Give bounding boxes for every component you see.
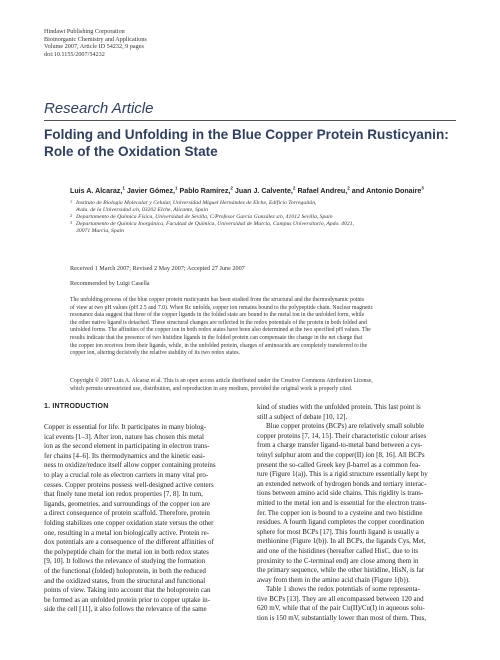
- body-line: fer chains [4–6]. Its thermodynamics and the kinetic easi-: [44, 451, 206, 460]
- body-line: the polypeptide chain for the metal ion in both redox states: [44, 547, 209, 556]
- abstract-line: the other native ligand is detached. These structural changes are reflected in the redox potentials of the protein in both folded and: [70, 319, 367, 326]
- title-divider: [44, 120, 456, 121]
- body-line: folding stabilizes one copper oxidation state versus the other: [44, 518, 214, 527]
- affiliation-line: Departamento de Química Inorgánica, Facultad de Química, Universidad de Murcia, Campus Universitario, Apdo. 4021,: [76, 221, 354, 228]
- body-line: present the so-called Greek key β-barrel as a common fea-: [257, 460, 421, 469]
- affiliation-line: 30071 Murcia, Spain: [76, 228, 124, 235]
- affiliations: [70, 200, 470, 235]
- affiliation: [70, 200, 470, 214]
- body-line: proximity to the C-terminal end) are close among them in: [257, 556, 419, 565]
- paragraph: [257, 585, 457, 623]
- author: [70, 187, 125, 195]
- body-line: ness to oxidize/reduce itself allow copper containing proteins: [44, 461, 216, 470]
- author-affil-marker: 2: [292, 186, 296, 191]
- body-line: fer. The copper ion is bound to a cysteine and two histidine: [257, 508, 423, 517]
- title-line: Role of the Oxidation State: [44, 144, 218, 159]
- body-line: an extended network of hydrogen bonds and tertiary interac-: [257, 479, 427, 488]
- body-line: kind of studies with the unfolded protein. This last point is: [257, 403, 421, 411]
- body-line: cesses. Copper proteins possess well-designed active centers: [44, 480, 214, 489]
- author-name: Luis A. Alcaraz,: [70, 187, 123, 196]
- section-heading-introduction: 1. INTRODUCTION: [44, 403, 109, 410]
- body-line: side the cell [11], it also follows the relevance of the same: [44, 605, 207, 614]
- body-line: [9, 10]. It follows the relevance of studying the formation: [44, 557, 206, 566]
- affiliation-line: Avda. de la Universidad s/n, 03202 Elche, Alicante, Spain: [76, 206, 208, 213]
- body-line: to play a crucial role as electron carriers in many vital pro-: [44, 470, 209, 479]
- body-line: tion is 150 mV, substantially lower than most of them. Thus,: [257, 614, 427, 623]
- affiliation: [70, 214, 470, 221]
- author-name: Pablo Ramírez,: [179, 187, 231, 196]
- author-name: and Antonio Donaire: [351, 187, 422, 196]
- body-line: teinyl sulphur atom and the copper(II) ion [8, 16]. All BCPs: [257, 450, 425, 459]
- affiliation-line: Instituto de Biología Molecular y Celular, Universidad Miguel Hernández de Elche, Edificio Torregaitán,: [76, 200, 317, 206]
- body-line: one, resulting in a metal ion biologically active. Protein re-: [44, 528, 210, 537]
- body-line: Copper is essential for life. It participates in many biolog-: [44, 423, 207, 431]
- author-name: Rafael Andreu,: [297, 187, 348, 196]
- author-affil-marker: 2: [347, 186, 350, 191]
- journal-header-line: doi:10.1155/2007/54232: [44, 50, 105, 58]
- abstract-line: the copper ion receives from their ligands, while, in the unfolded protein, charges of aminoacids are completely transferred to the: [70, 342, 368, 349]
- body-line: points of view. Taking into account that the holoprotein can: [44, 586, 211, 595]
- abstract-line: resonance data suggest that three of the copper ligands in the folded state are bound to the metal ion in the unfolded form, while: [70, 312, 365, 319]
- body-line: a direct consequence of protein scaffold. Therefore, protein: [44, 509, 210, 518]
- author-affil-marker: 1: [174, 186, 178, 191]
- author-affil-marker: 3: [421, 186, 424, 191]
- author-affil-marker: 2: [230, 186, 233, 191]
- body-column-right: [257, 403, 457, 624]
- body-line: Table 1 shows the redox potentials of some representa-: [266, 585, 420, 594]
- affiliation: [70, 221, 470, 235]
- journal-header-line: Hindawi Publishing Corporation: [44, 28, 125, 35]
- affiliation-line: Departamento de Química Física, Universidad de Sevilla, C/Profesor García González s/n, 41012 Sevilla, Spain: [76, 214, 333, 221]
- body-line: ligands, geometries, and surroundings of the copper ion are: [44, 499, 211, 508]
- body-line: still a subject of debate [10, 12].: [257, 412, 348, 421]
- copyright-notice: [70, 378, 470, 393]
- paragraph: [257, 403, 457, 422]
- body-line: and the oxidized states, from the structural and functional: [44, 576, 206, 585]
- abstract-line: copper ion, altering decisively the relative stability of its two redox states.: [70, 350, 241, 357]
- article-type: Research Article: [44, 100, 154, 117]
- body-line: residues. A fourth ligand completes the copper coordination: [257, 518, 425, 527]
- journal-header: [44, 28, 147, 58]
- affiliation-marker: 1: [70, 199, 73, 204]
- abstract-line: of view at two pH values (pH 2.5 and 7.0). When Rc unfolds, copper ion remains bound to the polypeptide chain. Nuclear magnetic: [70, 304, 374, 311]
- body-line: Blue copper proteins (BCPs) are relatively small soluble: [266, 422, 425, 431]
- body-line: copper proteins [7, 14, 15]. Their characteristic colour arises: [257, 431, 427, 440]
- author-affil-marker: 1: [122, 186, 125, 191]
- journal-header-line: Volume 2007, Article ID 54232, 9 pages: [44, 43, 144, 51]
- author-list: [70, 186, 424, 195]
- body-line: tive BCPs [13]. They are all encompassed between 120 and: [257, 594, 424, 603]
- recommended-by: Recommended by Luigi Casella: [70, 280, 150, 287]
- affiliation-marker: 3: [70, 220, 73, 226]
- author: [235, 187, 296, 195]
- copyright-line: Copyright © 2007 Luis A. Alcaraz et al. This is an open access article distributed under the Creative Commons Attribution License,: [70, 378, 373, 384]
- body-line: away from them in the amino acid chain (Figure 1(b)).: [257, 575, 410, 584]
- body-line: tions between amino acid side chains. This rigidity is trans-: [257, 489, 424, 498]
- body-line: mitted to the metal ion and is essential for the electron trans-: [257, 498, 427, 507]
- body-line: dox potentials are a consequence of the different affinities of: [44, 538, 214, 547]
- abstract-line: The unfolding process of the blue copper protein rusticyanin has been studied from the structural and the thermodynamic points: [70, 297, 365, 303]
- author: [297, 187, 349, 195]
- title-line: Folding and Unfolding in the Blue Copper Protein Rusticyanin:: [44, 127, 449, 142]
- body-line: of the functional (folded) holoprotein, in both the reduced: [44, 566, 206, 575]
- article-title: [44, 126, 464, 160]
- author: [127, 187, 178, 195]
- author-name: Juan J. Calvente,: [234, 187, 293, 196]
- body-line: the primary sequence, while the other histidine, HisN, is far: [257, 566, 425, 575]
- abstract-line: results indicate that the presence of two histidine ligands in the folded protein can compensate the change in the net charge that: [70, 334, 363, 341]
- body-line: sphere for most BCPs [17]. This fourth ligand is usually a: [257, 527, 419, 536]
- journal-header-line: Bioinorganic Chemistry and Applications: [44, 35, 147, 43]
- body-line: and one of the histidines (hereafter called HisC, due to its: [257, 546, 419, 555]
- author: [352, 187, 424, 195]
- author-name: Javier Gómez,: [126, 187, 175, 196]
- body-line: ture (Figure 1(a)). This is a rigid structure essentially kept by: [257, 470, 428, 479]
- copyright-line: which permits unrestricted use, distribution, and reproduction in any medium, provided the original work is properly cited.: [70, 385, 353, 392]
- body-line: from a charge transfer ligand-to-metal band between a cys-: [257, 441, 423, 450]
- body-line: that finely tune metal ion redox properties [7, 8]. In turn,: [44, 490, 203, 499]
- author: [180, 187, 233, 195]
- body-line: be formed as an unfolded protein prior to copper uptake in-: [44, 595, 211, 604]
- affiliation-marker: 2: [70, 213, 73, 219]
- article-dates: Received 1 March 2007; Revised 2 May 2007; Accepted 27 June 2007: [70, 265, 245, 272]
- body-line: methionine (Figure 1(b)). In all BCPs, the ligands Cys, Met,: [257, 537, 426, 546]
- abstract: [70, 297, 470, 358]
- body-line: ical events [1–3]. After iron, nature has chosen this metal: [44, 432, 204, 441]
- body-column-left: [44, 423, 244, 615]
- abstract-line: unfolded forms. The affinities of the copper ion in both redox states have been also determined at the two specified pH values. The: [70, 327, 371, 334]
- body-line: 620 mV, while that of the pair Cu(II)/Cu(I) in aqueous solu-: [257, 604, 425, 613]
- body-line: ion as the second element in participating in electron trans-: [44, 442, 210, 451]
- paragraph: [257, 422, 457, 585]
